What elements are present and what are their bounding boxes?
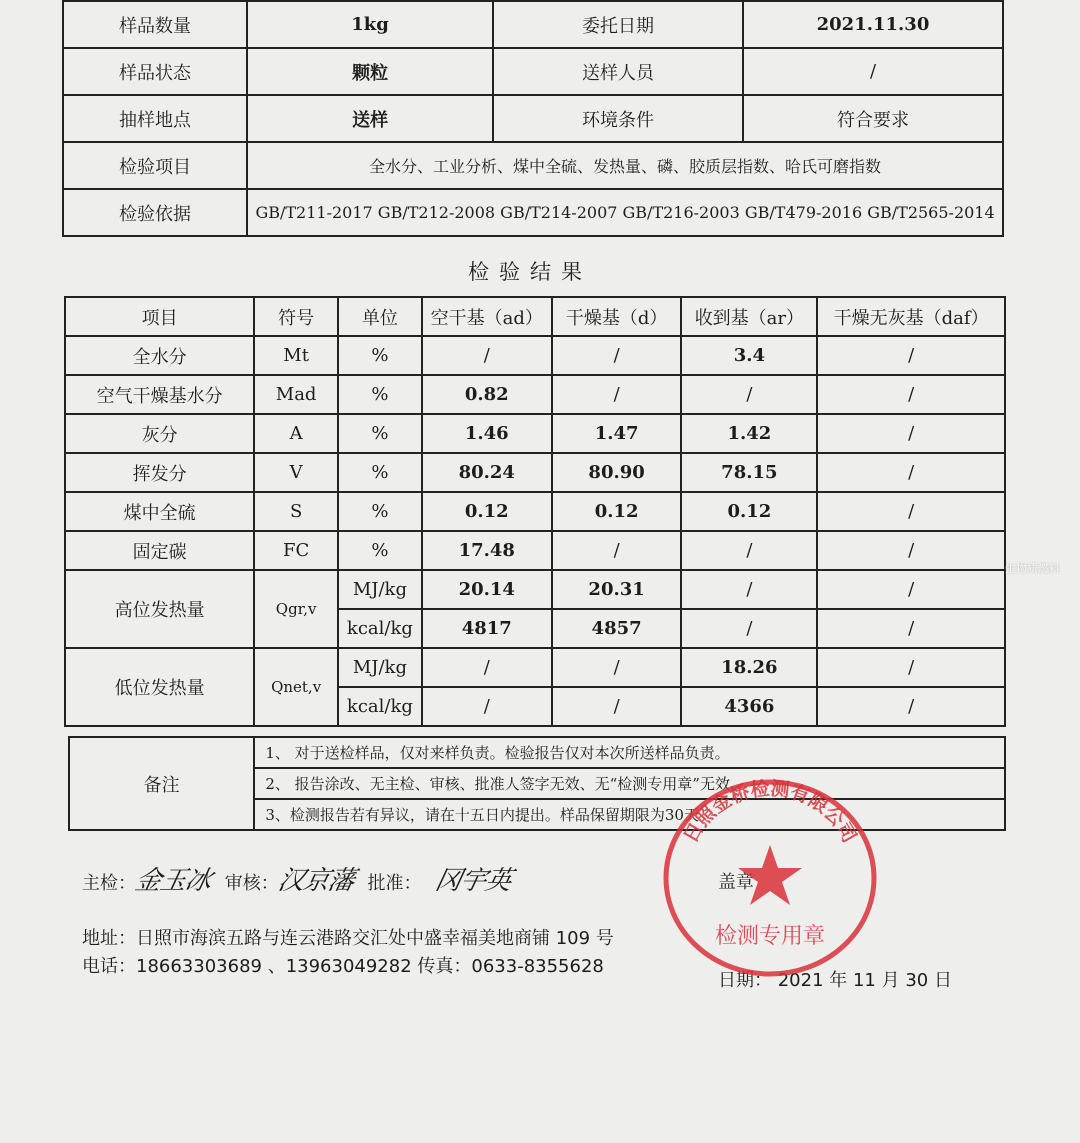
info-value: 颗粒 <box>247 48 493 95</box>
inspector-label: 主检： <box>82 873 136 894</box>
info-row <box>63 95 1003 142</box>
item-unit: % <box>338 414 422 453</box>
info-value: / <box>743 48 1003 95</box>
info-label: 样品数量 <box>63 1 247 48</box>
result-value: / <box>552 648 682 687</box>
item-unit: kcal/kg <box>338 687 422 726</box>
column-header: 符号 <box>254 297 338 336</box>
inspection-items-label: 检验项目 <box>63 142 247 189</box>
info-row <box>63 48 1003 95</box>
item-name: 灰分 <box>65 414 254 453</box>
item-unit: % <box>338 492 422 531</box>
result-value: / <box>817 687 1005 726</box>
result-value: 0.12 <box>552 492 682 531</box>
info-value: 符合要求 <box>743 95 1003 142</box>
item-unit: MJ/kg <box>338 648 422 687</box>
reviewer-label: 审核： <box>224 873 279 894</box>
result-value: 1.47 <box>552 414 682 453</box>
result-value: 3.4 <box>681 336 817 375</box>
inspector-signature: 金玉冰 <box>132 866 214 896</box>
inspection-items-value: 全水分、工业分析、煤中全硫、发热量、磷、胶质层指数、哈氏可磨指数 <box>247 142 1003 189</box>
item-unit: % <box>338 375 422 414</box>
item-unit: % <box>338 453 422 492</box>
inspection-basis-value: GB/T211-2017 GB/T212-2008 GB/T214-2007 GB/T216-2003 GB/T479-2016 GB/T2565-2014 <box>247 189 1003 236</box>
remark-line-1: 1、 对于送检样品，仅对来样负责。检验报告仅对本次所送样品负责。 <box>254 737 1005 768</box>
item-symbol: S <box>254 492 338 531</box>
seal-label: 盖章 <box>718 872 754 893</box>
column-header: 项目 <box>65 297 254 336</box>
sample-info-table <box>62 0 1004 237</box>
inspection-items-row <box>63 142 1003 189</box>
results-header-row <box>65 297 1005 336</box>
result-value: 80.24 <box>422 453 552 492</box>
svg-text:日照金桥检测有限公司: 日照金桥检测有限公司 <box>679 777 861 847</box>
remarks-label: 备注 <box>69 737 254 830</box>
item-symbol: Qnet,v <box>254 648 338 726</box>
item-name: 全水分 <box>65 336 254 375</box>
result-value: / <box>817 570 1005 609</box>
result-value: 0.12 <box>681 492 817 531</box>
result-value: 1.46 <box>422 414 552 453</box>
result-value: 4817 <box>422 609 552 648</box>
column-header: 单位 <box>338 297 422 336</box>
report-date: 日期： 2021 年 11 月 30 日 <box>718 970 952 991</box>
item-symbol: Mt <box>254 336 338 375</box>
result-value: / <box>552 531 682 570</box>
result-value: 4366 <box>681 687 817 726</box>
table-row <box>65 414 1005 453</box>
result-value: 0.82 <box>422 375 552 414</box>
item-name: 低位发热量 <box>65 648 254 726</box>
results-title: 检验结果 <box>468 260 592 284</box>
item-name: 高位发热量 <box>65 570 254 648</box>
result-value: / <box>681 375 817 414</box>
result-value: 78.15 <box>681 453 817 492</box>
item-symbol: Qgr,v <box>254 570 338 648</box>
result-value: 80.90 <box>552 453 682 492</box>
result-value: / <box>817 336 1005 375</box>
item-name: 挥发分 <box>65 453 254 492</box>
remark-line-3: 3、检测报告若有异议，请在十五日内提出。样品保留期限为30天 <box>254 799 1005 830</box>
result-value: 0.12 <box>422 492 552 531</box>
item-unit: % <box>338 531 422 570</box>
inspection-basis-label: 检验依据 <box>63 189 247 236</box>
column-header: 干燥基（d） <box>552 297 682 336</box>
table-row <box>65 336 1005 375</box>
column-header: 收到基（ar） <box>681 297 817 336</box>
result-value: 4857 <box>552 609 682 648</box>
svg-text:检测专用章: 检测专用章 <box>714 924 826 949</box>
result-value: 20.14 <box>422 570 552 609</box>
info-label: 委托日期 <box>493 1 743 48</box>
result-value: / <box>817 375 1005 414</box>
result-value: / <box>552 336 682 375</box>
table-row <box>65 453 1005 492</box>
item-name: 空气干燥基水分 <box>65 375 254 414</box>
result-value: / <box>817 648 1005 687</box>
inspection-basis-row <box>63 189 1003 236</box>
info-label: 环境条件 <box>493 95 743 142</box>
result-value: 20.31 <box>552 570 682 609</box>
result-value: / <box>817 609 1005 648</box>
result-value: / <box>422 687 552 726</box>
remark-line-2: 2、 报告涂改、无主检、审核、批准人签字无效、无“检测专用章”无效 <box>254 768 1005 799</box>
info-value: 2021.11.30 <box>743 1 1003 48</box>
result-value: / <box>552 687 682 726</box>
watermark: 生物质燃料 <box>1005 562 1060 575</box>
result-value: / <box>817 453 1005 492</box>
reviewer-signature: 汉京藩 <box>275 866 357 896</box>
info-row <box>63 1 1003 48</box>
item-unit: MJ/kg <box>338 570 422 609</box>
item-symbol: FC <box>254 531 338 570</box>
table-row <box>65 492 1005 531</box>
info-label: 抽样地点 <box>63 95 247 142</box>
result-value: / <box>817 414 1005 453</box>
item-symbol: Mad <box>254 375 338 414</box>
item-symbol: A <box>254 414 338 453</box>
result-value: / <box>681 531 817 570</box>
signature-line <box>82 860 514 897</box>
info-value: 1kg <box>247 1 493 48</box>
result-value: / <box>422 336 552 375</box>
results-table <box>64 296 1006 727</box>
item-symbol: V <box>254 453 338 492</box>
address: 地址：日照市海滨五路与连云港路交汇处中盛幸福美地商铺 109 号 <box>82 928 614 949</box>
approver-label: 批准： <box>367 873 422 894</box>
result-value: / <box>817 492 1005 531</box>
result-value: / <box>422 648 552 687</box>
seal-stamp-icon <box>660 775 880 980</box>
info-label: 样品状态 <box>63 48 247 95</box>
info-label: 送样人员 <box>493 48 743 95</box>
result-value: 1.42 <box>681 414 817 453</box>
result-value: / <box>552 375 682 414</box>
info-value: 送样 <box>247 95 493 142</box>
result-value: / <box>681 609 817 648</box>
approver-signature: 冈宇英 <box>431 866 514 896</box>
item-name: 煤中全硫 <box>65 492 254 531</box>
table-row <box>65 375 1005 414</box>
result-value: 18.26 <box>681 648 817 687</box>
item-name: 固定碳 <box>65 531 254 570</box>
column-header: 干燥无灰基（daf） <box>817 297 1005 336</box>
result-value: / <box>817 531 1005 570</box>
phone-fax: 电话：18663303689 、13963049282 传真：0633-8355628 <box>82 956 604 977</box>
item-unit: % <box>338 336 422 375</box>
table-row <box>65 570 1005 609</box>
inspection-seal-stamp <box>660 775 880 980</box>
column-header: 空干基（ad） <box>422 297 552 336</box>
item-unit: kcal/kg <box>338 609 422 648</box>
table-row <box>65 648 1005 687</box>
table-row <box>65 531 1005 570</box>
result-value: 17.48 <box>422 531 552 570</box>
result-value: / <box>681 570 817 609</box>
